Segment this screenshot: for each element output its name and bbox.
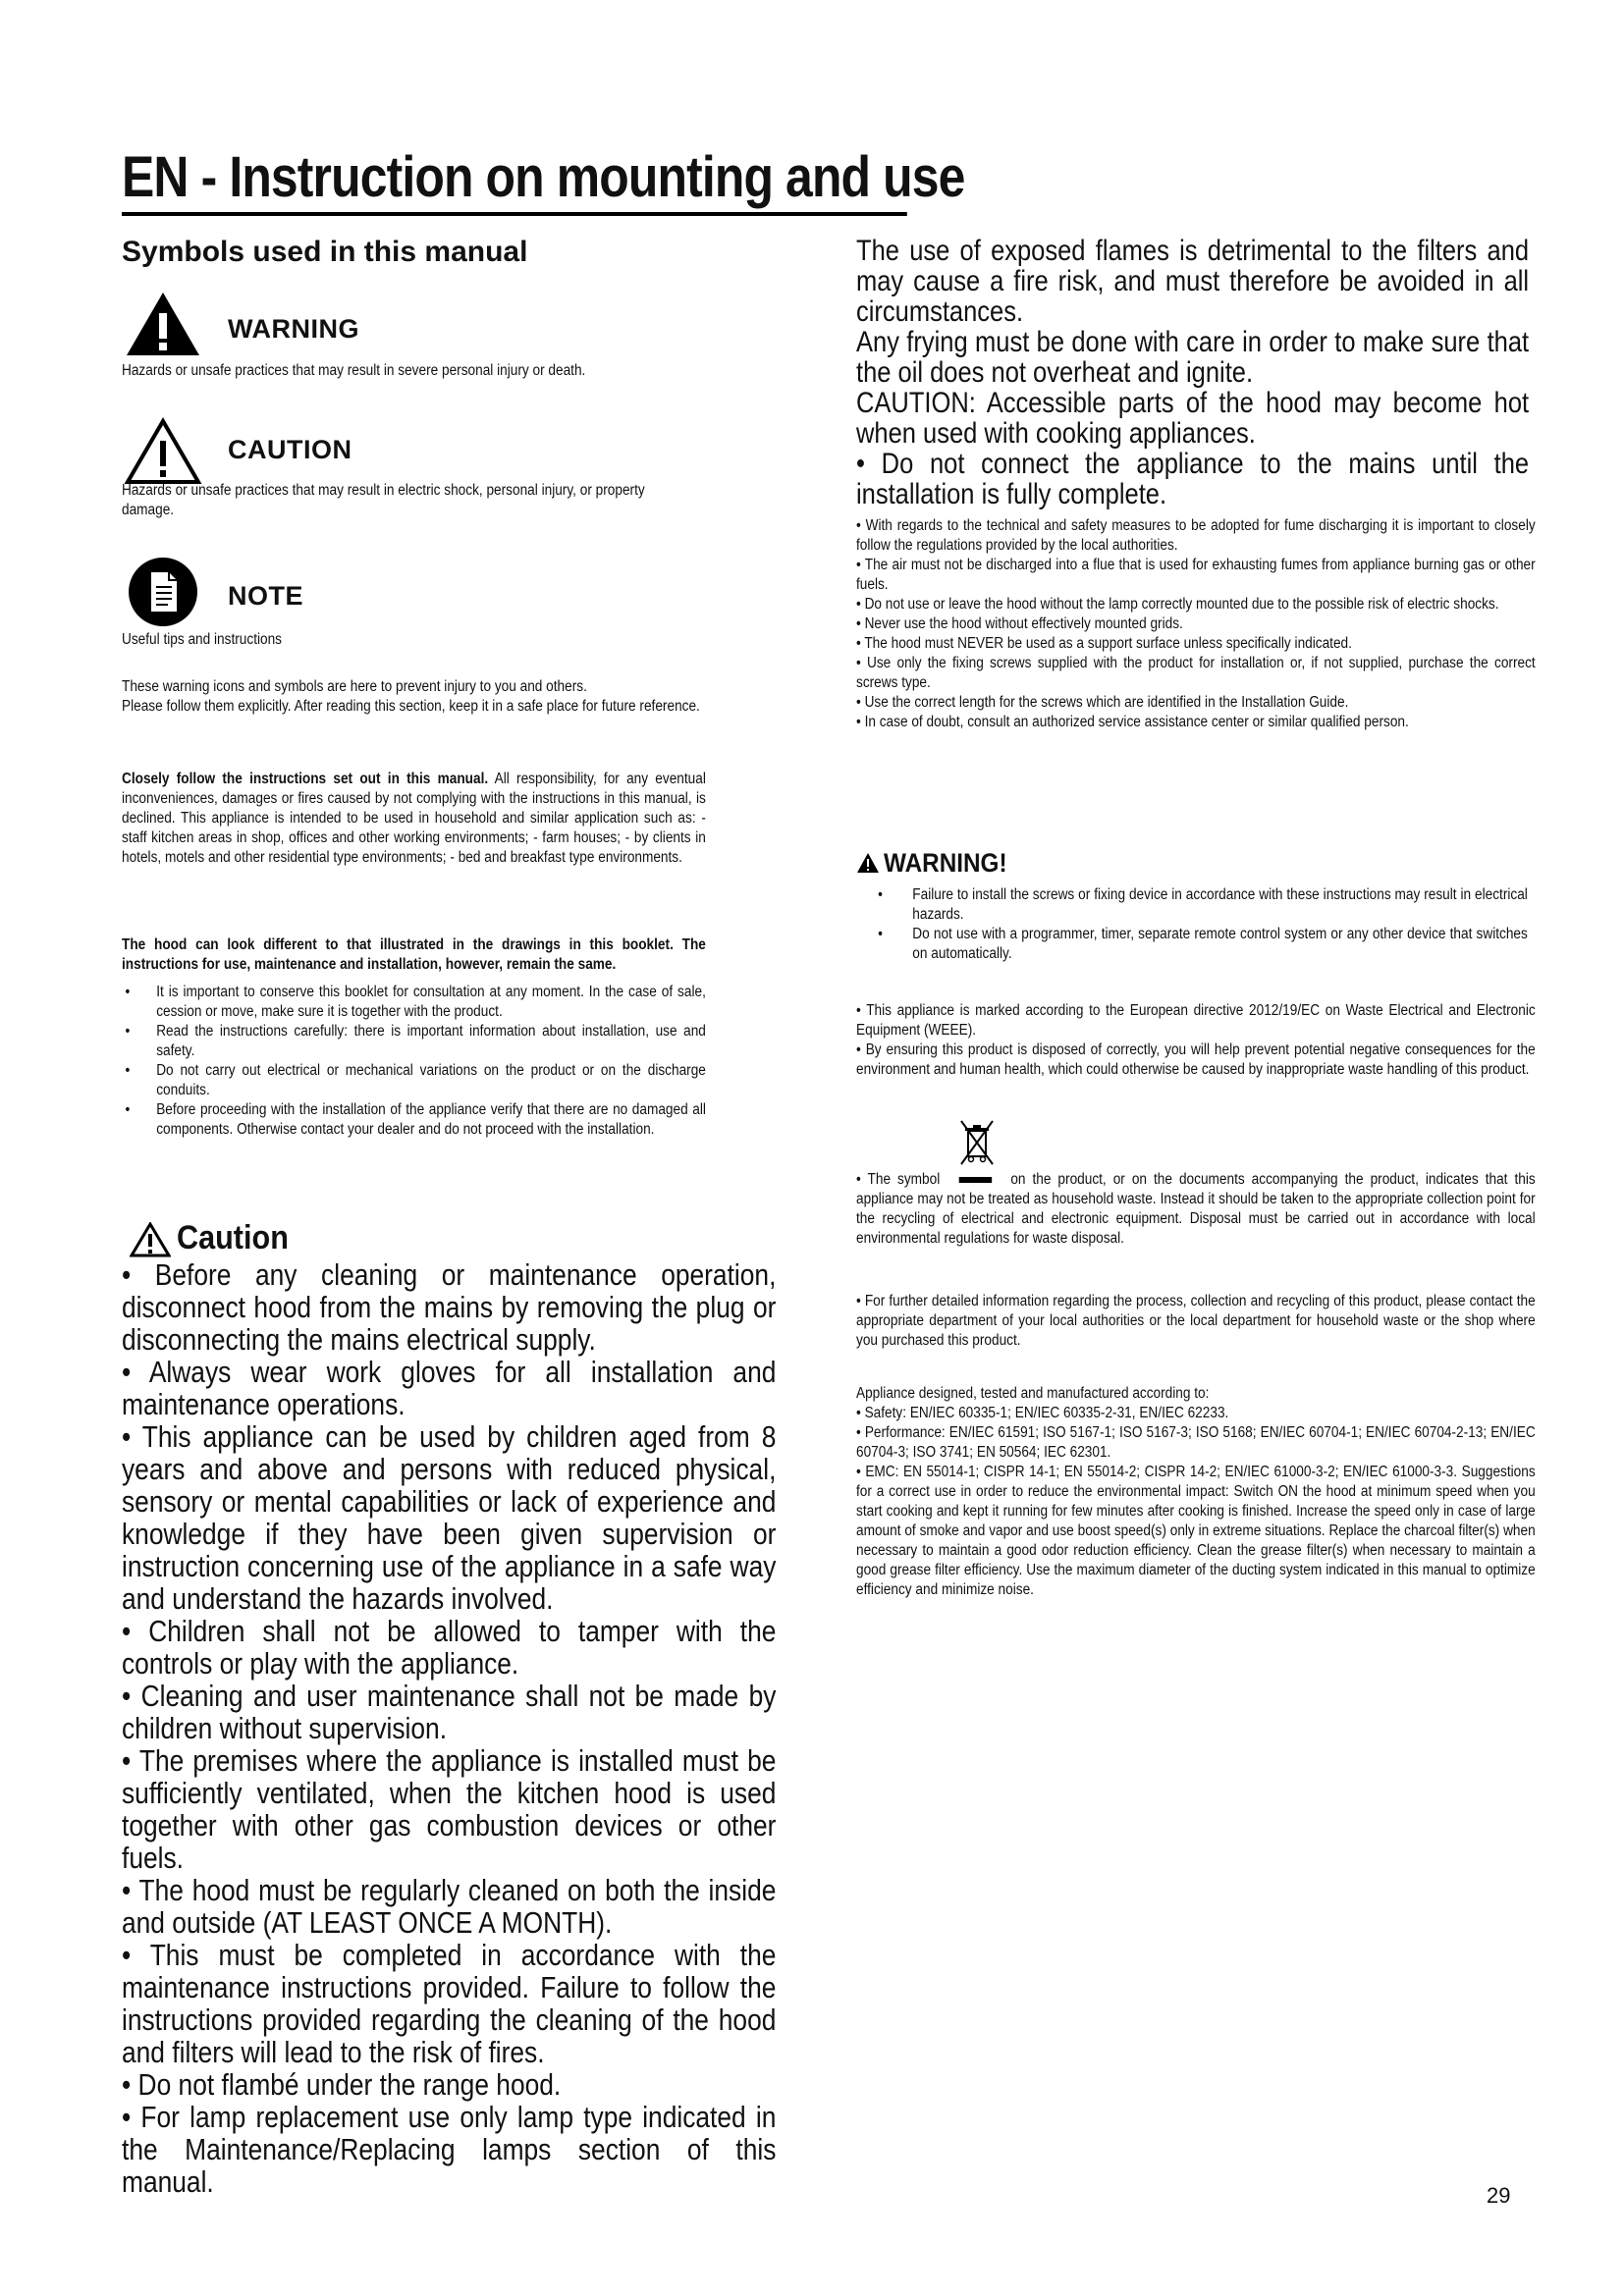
responsibility-bold: Closely follow the instructions set out in this manual. [122, 771, 489, 787]
safety-item: • Use the correct length for the screws which are identified in the Installation Guide. [856, 694, 1349, 711]
weee-text [856, 1001, 1536, 1080]
warning-heading: WARNING! [884, 848, 1007, 878]
caution-item: • This appliance can be used by children aged from 8 years and above and persons with reduced physical, sensory or mental capabilities or lack of experience and knowledge if they have been given supervision or instruction concerning use of the appliance in a safe way and understand the hazards involved. [122, 1419, 777, 1616]
caution-item: • Children shall not be allowed to tamper with the controls or play with the appliance. [122, 1614, 777, 1681]
weee-paragraph-2: • By ensuring this product is disposed of correctly, you will help prevent potential negative consequences for the environment and human health, which could otherwise be caused by inappropriate waste handling of this product. [856, 1041, 1536, 1078]
notice-item: Any frying must be done with care in order to make sure that the oil does not overheat and ignite. [856, 326, 1530, 389]
hood-notice: The hood can look different to that illustrated in the drawings in this booklet. The instructions for use, maintenance and installation, however, remain the same. [122, 936, 706, 973]
list-item: • It is important to conserve this booklet for consultation at any moment. In the case of sale, cession or move, make sure it is together with the product. [125, 984, 706, 1020]
note-label: NOTE [228, 581, 304, 611]
notice-item: CAUTION: Accessible parts of the hood may become hot when used with cooking appliances. [856, 387, 1530, 450]
safety-item: • The hood must NEVER be used as a support surface unless specifically indicated. [856, 635, 1352, 652]
responsibility-paragraph [122, 770, 706, 868]
safety-item: • With regards to the technical and safety measures to be adopted for fume discharging it is important to closely follow the regulations provided by the local authorities. [856, 517, 1536, 554]
list-item: • Do not carry out electrical or mechanical variations on the product or on the discharge conduits. [125, 1062, 706, 1098]
warning-label: WARNING [228, 314, 359, 344]
note-description: Useful tips and instructions [122, 631, 283, 648]
symbol-text-end: on the product, or on the documents accompanying the product, indicates that this appliance may not be treated as household waste. Instead it should be taken to the appropriate collection point for the recycling of electrical and electronic equipment. Disposal must be carried out in accordance with local environmental regulations for waste disposal. [856, 1171, 1536, 1247]
standards-safety: • Safety: EN/IEC 60335-1; EN/IEC 60335-2-31, EN/IEC 62233. [856, 1405, 1229, 1421]
intro-text [122, 677, 706, 717]
intro-line-2: Please follow them explicitly. After reading this section, keep it in a safe place for future reference. [122, 698, 700, 715]
caution-heading: Caution [177, 1219, 289, 1256]
page-title: EN - Instruction on mounting and use [122, 147, 907, 216]
caution-label: CAUTION [228, 435, 352, 464]
caution-item: • Cleaning and user maintenance shall not be made by children without supervision. [122, 1679, 777, 1745]
page-number: 29 [1487, 2183, 1511, 2208]
safety-list [856, 516, 1536, 732]
caution-item: • The premises where the appliance is installed must be sufficiently ventilated, when the kitchen hood is used together with other gas combustion devices or other fuels. [122, 1743, 777, 1875]
notice-item: The use of exposed flames is detrimental to the filters and may cause a fire risk, and must therefore be avoided in all circumstances. [856, 235, 1530, 328]
intro-line-1: These warning icons and symbols are here to prevent injury to you and others. [122, 678, 587, 695]
caution-item: • This must be completed in accordance with the maintenance instructions provided. Failure to follow the instructions provided regarding the cleaning of the hood and filters will lead to the risk of fires. [122, 1938, 777, 2069]
standards-section [856, 1384, 1536, 1600]
safety-item: • Never use the hood without effectively mounted grids. [856, 615, 1183, 632]
list-item: • Failure to install the screws or fixing device in accordance with these instructions may result in electrical hazards. [878, 886, 1528, 923]
general-bullets [122, 983, 706, 1140]
section-subtitle: Symbols used in this manual [122, 236, 528, 268]
flames-notice [856, 236, 1529, 509]
list-item: • Do not use with a programmer, timer, separate remote control system or any other device that switches on automatically. [878, 926, 1528, 962]
black-bar-icon [959, 1177, 992, 1183]
further-info: • For further detailed information regarding the process, collection and recycling of this product, please contact the appropriate department of your local authorities or the local department for household waste or the shop where you purchased this product. [856, 1293, 1536, 1349]
caution-item: • Do not flambé under the range hood. [122, 2067, 562, 2102]
note-icon [128, 557, 198, 627]
safety-item: • Do not use or leave the hood without the lamp correctly mounted due to the possible risk of electric shocks. [856, 596, 1499, 613]
caution-icon [124, 417, 202, 486]
warning-small-icon [856, 852, 880, 874]
standards-emc: • EMC: EN 55014-1; CISPR 14-1; EN 55014-2; CISPR 14-2; EN/IEC 61000-3-2; EN/IEC 61000-3-3. Suggestions for a correct use in order to reduce the environmental impact: Switch ON the hood at minimum speed when you start cooking and kept it running for few minutes after cooking is finished. Increase the speed only in case of large amount of smoke and vapor and use boost speed(s) only in extreme situations. Replace the charcoal filter(s) when necessary to maintain a good odor reduction efficiency. Clean the grease filter(s) when necessary to maintain a good grease filter efficiency. Use the maximum diameter of the ducting system indicated in this manual to optimize efficiency and minimize noise. [856, 1464, 1536, 1598]
caution-item: • For lamp replacement use only lamp type indicated in the Maintenance/Replacing lamps section of this manual. [122, 2100, 777, 2199]
notice-item: • Do not connect the appliance to the mains until the installation is fully complete. [856, 448, 1530, 510]
caution-item: • Before any cleaning or maintenance operation, disconnect hood from the mains by removing the plug or disconnecting the mains electrical supply. [122, 1257, 777, 1357]
warning-icon [124, 290, 202, 358]
safety-item: • In case of doubt, consult an authorized service assistance center or similar qualified person. [856, 714, 1409, 730]
list-item: • Before proceeding with the installation of the appliance verify that there are no damaged all components. Otherwise contact your dealer and do not proceed with the installation. [125, 1101, 706, 1138]
safety-item: • Use only the fixing screws supplied with the product for installation or, if not supplied, purchase the correct screws type. [856, 655, 1536, 691]
caution-description: Hazards or unsafe practices that may result in electric shock, personal injury, or property damage. [122, 482, 645, 518]
warning-description: Hazards or unsafe practices that may result in severe personal injury or death. [122, 362, 586, 379]
crossed-bin-icon [959, 1119, 995, 1166]
standards-performance: • Performance: EN/IEC 61591; ISO 5167-1; ISO 5167-3; ISO 5168; EN/IEC 60704-1; EN/IEC 60704-2-13; EN/IEC 60704-3; ISO 3741; EN 50564; IEC 62301. [856, 1424, 1536, 1461]
responsibility-text: All responsibility, for any eventual inconveniences, damages or fires caused by not complying with the instructions in this manual, is declined. This appliance is intended to be used in household and similar application such as: - staff kitchen areas in shop, offices and other working environments; - farm houses; - by clients in hotels, motels and other residential type environments; - bed and breakfast type environments. [122, 771, 706, 866]
caution-item: • Always wear work gloves for all installation and maintenance operations. [122, 1355, 777, 1421]
caution-small-icon [130, 1222, 171, 1257]
symbol-text-start: • The symbol [856, 1171, 941, 1188]
caution-item: • The hood must be regularly cleaned on both the inside and outside (AT LEAST ONCE A MONTH). [122, 1873, 777, 1940]
warning-list [864, 885, 1528, 964]
symbol-paragraph [856, 1170, 1536, 1249]
weee-paragraph-1: • This appliance is marked according to the European directive 2012/19/EC on Waste Electrical and Electronic Equipment (WEEE). [856, 1002, 1536, 1039]
safety-item: • The air must not be discharged into a flue that is used for exhausting fumes from appliance burning gas or other fuels. [856, 557, 1536, 593]
caution-list [122, 1258, 776, 2198]
standards-intro: Appliance designed, tested and manufactured according to: [856, 1385, 1210, 1402]
list-item: • Read the instructions carefully: there is important information about installation, use and safety. [125, 1023, 706, 1059]
